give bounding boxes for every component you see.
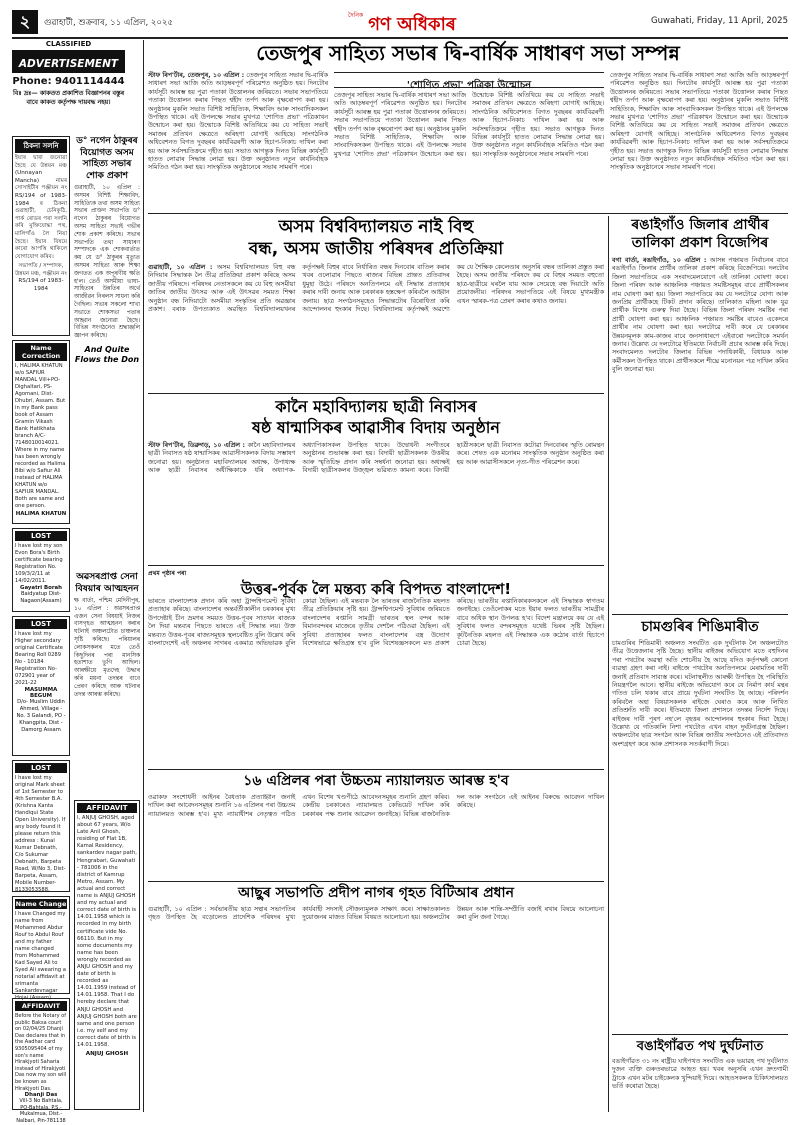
bjp-headline: ৰঙাইগাঁও জিলাৰ প্ৰাৰ্থীৰ তালিকা প্ৰকাশ বিজেপিৰ	[631, 217, 769, 251]
court-article	[148, 772, 604, 878]
chamugoria-article	[612, 618, 788, 1032]
obituary-headline: ড° নগেন ঠাকুৰৰ বিয়োগত অসম সাহিত্য সভাৰ শোক প্ৰকাশ	[76, 136, 138, 181]
ad-title: Name Change	[15, 900, 67, 908]
ad-affidavit-2	[74, 800, 140, 1110]
army-article	[74, 572, 140, 796]
ad-sign: HALIMA KHATUN	[15, 511, 67, 517]
bjp-body-wrap	[612, 257, 788, 375]
ad-title: ঠিকনা সলনি	[15, 139, 67, 153]
court-headline: ১৬ এপ্ৰিলৰ পৰা উচ্চতম ন্যায়ালয়ত আৰম্ভ হ'ব	[243, 773, 509, 789]
ad-text: I have lost my original Mark sheet of 1st Semester to 4th Semester B.A. (Krishna Kanta Handiqui State Open University). If any body found it please return this address : Kunal Kumar Debnath, C/o Sukumar Debnath, Barpeta Road, W/No 3, Dist- Barpeta, Assam, Mobile Number- 8133053588.	[15, 775, 66, 893]
bangladesh-article	[148, 568, 604, 766]
page-number-box	[12, 10, 38, 34]
classified-label: CLASSIFIED	[45, 40, 92, 48]
aasu-text: গুৱাহাটী, ১০ এপ্ৰিল : সৰ্বভাৰতীয় ছাত্ৰ সন্থাৰ সভাপতিৰ গৃহত উপস্থিত হৈ বড়োলেণ্ড প্ৰাদেশিক পৰিষদৰ মুখ্য কাৰ্যবাহী সদস্যই সৌজন্যমূলক সাক্ষাৎ কৰে। সাক্ষাতকালত দুয়োজনৰ মাজত বিভিন্ন বিষয়ত আলোচনা হয়। অঞ্চলটোৰ উন্নয়ন আৰু শান্তি-সম্প্ৰীতি বজাই ৰখাৰ বিষয়ে আলোচনা কৰা বুলি জনা গৈছে।	[148, 906, 604, 922]
hostel-headline-2: ষষ্ঠ ষান্মাসিকৰ আৱাসীৰ বিদায় অনুষ্ঠান	[252, 418, 500, 437]
main-dateline: স্টাফ ৰিপ'ৰ্টাৰ, তেজপুৰ, ১০ এপ্ৰিল :	[148, 72, 245, 79]
ad-name: Gayatri Borah	[20, 585, 62, 591]
chamugoria-headline: চামগুৰিৰ শিঙিমাৰীত	[641, 619, 759, 635]
ad-name-correction	[12, 340, 70, 524]
university-article	[148, 216, 604, 390]
ad-name-change	[12, 896, 70, 1001]
army-body: ক্ষ বাৰ্তা, পশ্চিম মেদিনীপুৰ, ১০ এপ্ৰিল : অৱসৰপ্ৰাপ্ত এজন সেনা বিষয়াই নিজৰ বাসগৃহত আত্মহনন কৰাৰ ঘটনাই অঞ্চলটোত চাঞ্চল্যৰ সৃষ্টি কৰিছে। পৰিয়ালৰ লোকসকলৰ মতে তেওঁ কিছুদিনৰ পৰা মানসিক হতাশাত ভুগি আছিল। আৰক্ষীয়ে মৃতদেহ উদ্ধাৰ কৰি ময়না তদন্তৰ বাবে প্ৰেৰণ কৰিছে আৰু ঘটনাৰ তদন্ত আৰম্ভ কৰিছে।	[74, 598, 140, 698]
chamugoria-body: চামগুৰিৰ শিঙিমাৰী অঞ্চলত সংঘটিত এক দুৰ্ঘটনাক লৈ অঞ্চলটোত তীব্ৰ উত্তেজনাৰ সৃষ্টি হৈছে। স্থানীয় ৰাইজৰ অভিযোগ মতে বহুদিনৰ পৰা পথটোৰ অৱস্থা অতি শোচনীয় হৈ আছে যদিও কৰ্তৃপক্ষই কোনো ব্যৱস্থা গ্ৰহণ কৰা নাই। ৰাইজে পথটোৰ অনতিপলমে মেৰামতিৰ দাবী জনাই প্ৰতিবাদ সাব্যস্ত কৰে। ঘটনাস্থলীত আৰক্ষী উপস্থিত হৈ পৰিস্থিতি নিয়ন্ত্ৰণলৈ আনে। স্থানীয় ৰাইজে অভিযোগ কৰে যে নিৰ্মাণ কাৰ্য মন্থৰ গতিত চলি থকাৰ বাবে প্ৰায়ে দুৰ্ঘটনা সংঘটিত হৈ আছে। পৰিদৰ্শন কৰিবলৈ অহা বিষয়াসকলক ৰাইজে ঘেৰাও কৰে আৰু লিখিত প্ৰতিশ্ৰুতি দাবী কৰে। ইতিমধ্যে জিলা প্ৰশাসনে তদন্তৰ নিৰ্দেশ দিছে। ৰাইজৰ দাবী পূৰণ নহ'লে বৃহত্তৰ আন্দোলনৰ হুংকাৰ দিয়া হৈছে। উল্লেখ্য যে গতিকালি নিশা পথটোত এখন বাহন দুৰ্ঘটনাগ্ৰস্ত হৈছিল। অঞ্চলটোৰ ছাত্ৰ সংগঠন আৰু বিভিন্ন জাতীয় সংগঠনেও এই প্ৰতিবাদত অংশগ্ৰহণ কৰে আৰু প্ৰশাসনক সতৰ্কবাণী দিয়ে।	[612, 640, 788, 748]
ad-lost-2	[12, 616, 70, 756]
page-number: ২	[19, 12, 31, 31]
hostel-body	[148, 442, 604, 560]
obituary-article	[74, 136, 140, 568]
masthead-logo	[312, 10, 492, 36]
ad-sign: সভাপতি / সম্পাদক, উন্নয়ন মঞ্চ, পঞ্জীয়ন নং RS/194 of 1983-1984	[15, 263, 67, 292]
obituary-body: গুৱাহাটী, ১০ এপ্ৰিল : অসমৰ বিশিষ্ট শিক্ষাবিদ, সাহিত্যিক তথা অসম সাহিত্য সভাৰ প্ৰাক্তন সভাপতি ড° নগেন ঠাকুৰৰ বিয়োগত অসম সাহিত্য সভাই গভীৰ শোক প্ৰকাশ কৰিছে। সভাৰ সভাপতি তথা সাধাৰণ সম্পাদকে এক শোকবাৰ্তাত কয় যে ড° ঠাকুৰৰ মৃত্যুত অসমৰ সাহিত্য আৰু শিক্ষা জগতত এক অপূৰণীয় ক্ষতি হ'ল। তেওঁ অসমীয়া ভাষা-সাহিত্যৰ উন্নতিৰ অৰ্থে আজীৱন নিৰলস সাধনা কৰি গৈছিল। সভাৰ সকলো শাখা সভাতে শোকসভা পতাৰ আহ্বান জনোৱা হৈছে। বিভিন্ন সংগঠনেও শ্ৰদ্ধাঞ্জলি জ্ঞাপন কৰিছে।	[74, 185, 140, 340]
main-headline: তেজপুৰ সাহিত্য সভাৰ দ্বি-বাৰ্ষিক সাধাৰণ সভা সম্পন্ন	[256, 41, 680, 65]
logo-small: দৈনিক	[348, 12, 364, 19]
ad-addr: D/o- Muslim Uddin Ahmed, Village - No. 3 Galandi, PO - Khangpita, Dist - Damorg Assam	[16, 699, 66, 733]
university-headline-2: বন্ধ, অসম জাতীয় পৰিষদৰ প্ৰতিক্ৰিয়া	[248, 239, 504, 259]
ad-title: LOST	[15, 619, 67, 629]
hostel-dateline: স্টাফ ৰিপ'ৰ্টাৰ, ডিব্ৰুগড়, ১০ এপ্ৰিল :	[148, 442, 246, 449]
aasu-body	[148, 906, 604, 1106]
page-header	[12, 10, 788, 36]
ad-text: I, ANJUJ GHOSH, aged about 67 years, W/o Late Anil Ghosh, residing of Flat 1B, Kamal Residency, sankardev nagar path, Hengrabari, Guwahati - 781006 in the district of Kamrup Metro, Assam. My actual and correct name is ANJUJ GHOSH and my actual and correct date of birth is 14.01.1958 which is recorded in my birth certificate vide No. 66110. But in my some documents my name has been wrongly recorded as ANJU GHOSH and my date of birth is recorded as 14.01.1959 instead of 14.01.1958. That I do hereby declare that ANJU GHOSH and ANJUJ GHOSH both are same and one person i.e. my self and my correct date of birth is 14.01.1958.	[77, 815, 137, 1048]
classified-phone: Phone: 9401114444	[12, 76, 125, 87]
ad-name: MASUMMA BEGUM	[24, 687, 58, 699]
bjp-dateline: বগা বাৰ্তা, ৰঙাইগাঁও, ১০ এপ্ৰিল :	[612, 257, 707, 264]
university-dateline: গুৱাহাটী, ১০ এপ্ৰিল :	[148, 264, 213, 271]
ad-sign: Dhanji Das	[24, 1092, 58, 1099]
date-right: Guwahati, Friday, 11 April, 2025	[651, 16, 788, 26]
continued-tag: প্ৰথম পৃষ্ঠাৰ পৰা	[148, 570, 187, 577]
main-body-continued-2: তেজপুৰ সাহিত্য সভাৰ দ্বি-বাৰ্ষিক সাধাৰণ সভা আজি অতি আড়ম্বৰপূৰ্ণ পৰিৱেশত অনুষ্ঠিত হয়। দিনটোৰ কাৰ্যসূচী আৰম্ভ হয় পুৱা পতাকা উত্তোলনৰ জৰিয়তে। সভাৰ সভাপতিয়ে পতাকা উত্তোলন কৰাৰ পিছত শ্বহীদ তৰ্পণ আৰু বৃক্ষৰোপণ কৰা হয়। অনুষ্ঠানৰ মুকলি সভাত বিশিষ্ট সাহিত্যিক, শিক্ষাবিদ আৰু সাংবাদিকসকল উপস্থিত থাকে। এই উপলক্ষে সভাৰ মুখপত্ৰ 'শোণিত প্ৰভা' পত্ৰিকাখন উন্মোচন কৰা হয়। উন্মোচক বিশিষ্ট অতিথিয়ে কয় যে সাহিত্য সভাই সমাজৰ প্ৰতিখন ক্ষেত্ৰতে অৰিহণা যোগাই আহিছে। সাংগঠনিক অধিবেশনত বিগত দুবছৰৰ কাৰ্যবিৱৰণী আৰু হিচাপ-নিকাচ দাখিল কৰা হয় আৰু সৰ্বসন্মতিক্ৰমে গৃহীত হয়। সভাত আগন্তুক দিনত বিভিন্ন কাৰ্যসূচী হাতত লোৱাৰ সিদ্ধান্ত লোৱা হয়। উক্ত অনুষ্ঠানত নতুন কাৰ্যনিৰ্বাহক সমিতিও গঠন কৰা হয়। সাংস্কৃতিক অনুষ্ঠানেৰে সভাৰ সামৰণি পৰে।	[610, 72, 788, 172]
court-body	[148, 794, 604, 878]
ad-text: I have lost my Higher secondary original Certificate Bearing Roll 0289 No - 10184 Registration No- 072901 year of 2021-22	[15, 631, 63, 686]
main-article	[148, 40, 788, 210]
ad-title: LOST	[15, 531, 67, 541]
university-body	[148, 264, 604, 390]
main-subhead-box	[334, 72, 604, 91]
ad-lost-3	[12, 760, 70, 892]
university-text: অসম বিশ্ববিদ্যালয়ত বিহু বন্ধ নিদিয়াৰ সিদ্ধান্তক লৈ তীব্ৰ প্ৰতিক্ৰিয়া প্ৰকাশ কৰিছে অসম জাতীয় পৰিষদে। পৰিষদৰ নেতাসকলে কয় যে বিহু অসমীয়া জাতিৰ জাতীয় উৎসৱ আৰু এই উৎসৱৰ সময়ত শিক্ষা অনুষ্ঠান বন্ধ নিদিয়াটো অসমীয়া সংস্কৃতিৰ প্ৰতি অৱজ্ঞাৰ প্ৰকাশ। বৰাক উপত্যকাত অৱস্থিত বিশ্ববিদ্যালয়খনৰ কৰ্তৃপক্ষই বিহুৰ বাবে নিৰ্ধাৰিত বন্ধৰ দিনবোৰ বাতিল কৰাৰ খবৰ ওলোৱাৰ পিছতে ৰাজ্যৰ বিভিন্ন প্ৰান্তত প্ৰতিবাদৰ ধুমুহা উঠে। পৰিষদে অনতিপলমে এই সিদ্ধান্ত প্ৰত্যাহাৰ কৰাৰ দাবী জনায় আৰু চৰকাৰক হস্তক্ষেপ কৰিবলৈ আহ্বান জনায়। ছাত্ৰ সংগঠনসমূহেও সিদ্ধান্তটোৰ বিৰোধিতা কৰি আন্দোলনৰ হুংকাৰ দিছে। বিশ্ববিদ্যালয় কৰ্তৃপক্ষই অৱশ্যে কয় যে শৈক্ষিক কেলেণ্ডাৰ অনুসৰি বন্ধৰ তালিকা প্ৰস্তুত কৰা হৈছে। অসম জাতীয় পৰিষদে কয় যে বিহুৰ সময়ত বহুতো ছাত্ৰ-ছাত্ৰীয়ে ঘৰলৈ যায় আৰু সেয়েহে বন্ধ দিয়াটো অতি প্ৰয়োজনীয়। পৰিষদৰ সভাপতিয়ে এই বিষয়ে মুখ্যমন্ত্ৰীক এখন স্মাৰক-পত্ৰ প্ৰেৰণ কৰাৰ কথাও জনায়।	[148, 264, 604, 314]
classified-divider	[143, 40, 144, 1112]
main-body-right	[610, 72, 788, 210]
date-left: গুৱাহাটী, শুক্ৰবাৰ, ১১ এপ্ৰিল, ২০২৫	[44, 18, 173, 28]
main-subhead: 'শোণিত প্ৰভা' পত্ৰিকা উন্মোচন	[406, 80, 532, 91]
main-body-mid	[334, 92, 604, 210]
bangladesh-headline: উত্তৰ-পূৰ্বক লৈ মন্তব্য কৰি বিপদত বাংলাদেশ!	[240, 580, 512, 598]
army-headline: অৱসৰপ্ৰাপ্ত সেনা বিষয়াৰ আত্মহনন	[75, 572, 139, 594]
bjp-text: আসন্ন পঞ্চায়ত নিৰ্বাচনৰ বাবে ৰঙাইগাঁও জিলাৰ প্ৰাৰ্থীৰ তালিকা প্ৰকাশ কৰিছে বিজেপিয়ে। দলটোৰ জিলা সভাপতিয়ে এক সংবাদমেলযোগে এই তালিকা ঘোষণা কৰে। জিলা পৰিষদ আৰু আঞ্চলিক পঞ্চায়ত সমষ্টিসমূহৰ বাবে প্ৰাৰ্থীসকলৰ নাম ঘোষণা কৰা হয়। জিলা সভাপতিয়ে কয় যে দলটোৱে যোগ্য আৰু জনপ্ৰিয় প্ৰাৰ্থীকহে টিকট প্ৰদান কৰিছে। তালিকাত মহিলা আৰু যুৱ প্ৰাৰ্থীক বিশেষ গুৰুত্ব দিয়া হৈছে। বিভিন্ন জিলা পৰিষদ সমষ্টিৰ পৰা প্ৰাৰ্থী ঘোষণা কৰা হয়। আঞ্চলিক পঞ্চায়ত সমষ্টিৰ বাবেও একেদৰে প্ৰাৰ্থীৰ নাম ঘোষণা কৰা হয়। দলটোৱে দাবী কৰে যে চৰকাৰৰ উন্নয়নমূলক কাম-কাজৰ বাবে জনসাধাৰণে এইবাৰো দলটোকে সমৰ্থন জনাব। উল্লেখ্য যে দলটোৱে ইতিমধ্যে নিৰ্বাচনী প্ৰচাৰ আৰম্ভ কৰি দিছে। সংবাদমেলত দলটোৰ জিলাৰ বিভিন্ন পদাধিকাৰী, বিধায়ক আৰু কৰ্মীসকল উপস্থিত থাকে। প্ৰাৰ্থীসকলে শীঘ্ৰে মনোনয়ন পত্ৰ দাখিল কৰিব বুলি জনোৱা হয়।	[612, 257, 788, 374]
ad-sign: ANJUJ GHOSH	[85, 1051, 129, 1058]
hostel-text: কানৈ মহাবিদ্যালয়ৰ ছাত্ৰী নিবাসত ষষ্ঠ ষান্মাসিকৰ আৱাসীসকলক বিদায় সম্ভাষণ জনোৱা হয়। অনুষ্ঠানত মহাবিদ্যালয়ৰ অধ্যক্ষ, উপাধ্যক্ষ আৰু ছাত্ৰী নিবাসৰ অধীক্ষিকাকে ধৰি অধ্যাপক-অধ্যাপিকাসকল উপস্থিত থাকে। উদ্বোধনী সংগীতৰে অনুষ্ঠানৰ শুভাৰম্ভ কৰা হয়। বিদায়ী ছাত্ৰীসকলক উত্তৰীয় আৰু স্মৃতিচিহ্ন প্ৰদান কৰি সম্বৰ্ধনা জনোৱা হয়। অধ্যক্ষই বিদায়ী ছাত্ৰীসকলৰ উজ্জ্বল ভৱিষ্যত কামনা কৰে। বিদায়ী ছাত্ৰীসকলে ছাত্ৰী নিবাসত কটোৱা দিনবোৰৰ স্মৃতি ৰোমন্থন কৰে। শেষত এক মনোৰম সাংস্কৃতিক অনুষ্ঠান অনুষ্ঠিত কৰা হয় আৰু আৱাসীসকলে নৃত্য-গীত পৰিৱেশন কৰে।	[148, 442, 604, 475]
main-body-left	[148, 72, 328, 210]
aasu-headline: আছুৰ সভাপতি প্ৰদীপ নাগৰ গৃহত বিটিআৰ প্ৰধান	[238, 885, 514, 901]
ad-text: I, HALIMA KHATUN w/o SAFIUR MANDAL Vill+PO- Dighaltari, PS- Agomani, Dist- Dhubri, Assam. But in my Bank pass book of Assam Gramin Vikash Bank Hatikhata branch A/C-7148010014021. Where in my name has been wrongly recorded as Halima Bibi w/o Safiur Ali instead of HALIMA KHATUN w/o SAFIUR MANDAL. Both are same and one person.	[15, 363, 66, 509]
classified-title-bar	[12, 50, 125, 73]
ad-addr: Vill-3 No Bahtala, PO-Bahtala, P.S.-Mukalmua, Dist.-Nalbari, Pin-781138	[16, 1098, 66, 1124]
logo-main: গণ অধিকাৰ	[368, 14, 456, 35]
classified-title: ADVERTISEMENT	[18, 58, 119, 70]
main-body-continued: তেজপুৰ সাহিত্য সভাৰ দ্বি-বাৰ্ষিক সাধাৰণ সভা আজি অতি আড়ম্বৰপূৰ্ণ পৰিৱেশত অনুষ্ঠিত হয়। দিনটোৰ কাৰ্যসূচী আৰম্ভ হয় পুৱা পতাকা উত্তোলনৰ জৰিয়তে। সভাৰ সভাপতিয়ে পতাকা উত্তোলন কৰাৰ পিছত শ্বহীদ তৰ্পণ আৰু বৃক্ষৰোপণ কৰা হয়। অনুষ্ঠানৰ মুকলি সভাত বিশিষ্ট সাহিত্যিক, শিক্ষাবিদ আৰু সাংবাদিকসকল উপস্থিত থাকে। এই উপলক্ষে সভাৰ মুখপত্ৰ 'শোণিত প্ৰভা' পত্ৰিকাখন উন্মোচন কৰা হয়। উন্মোচক বিশিষ্ট অতিথিয়ে কয় যে সাহিত্য সভাই সমাজৰ প্ৰতিখন ক্ষেত্ৰতে অৰিহণা যোগাই আহিছে। সাংগঠনিক অধিবেশনত বিগত দুবছৰৰ কাৰ্যবিৱৰণী আৰু হিচাপ-নিকাচ দাখিল কৰা হয় আৰু সৰ্বসন্মতিক্ৰমে গৃহীত হয়। সভাত আগন্তুক দিনত বিভিন্ন কাৰ্যসূচী হাতত লোৱাৰ সিদ্ধান্ত লোৱা হয়। উক্ত অনুষ্ঠানত নতুন কাৰ্যনিৰ্বাহক সমিতিও গঠন কৰা হয়। সাংস্কৃতিক অনুষ্ঠানেৰে সভাৰ সামৰণি পৰে।	[334, 92, 604, 158]
bongaigaon-body: বঙাইগাঁৱত ৩১ নং ৰাষ্ট্ৰীয় ঘাইপথত সংঘটিত এক ভয়াৱহ পথ দুৰ্ঘটনাত দুজন ব্যক্তি গুৰুতৰভাৱে আহত হয়। খবৰ অনুসৰি এখন দ্ৰুতগামী ট্ৰাকে এখন মটৰ চাইকেলক খুন্দিয়াই দিয়ে। আহতসকলক চিকিৎসালয়ত ভৰ্তি কৰোৱা হৈছে।	[612, 1058, 788, 1091]
bjp-article	[612, 216, 788, 612]
aasu-article	[148, 884, 604, 1110]
ad-affidavit-1	[12, 998, 70, 1124]
ad-text: Before the Notary of public Baksa court on 02/04/25 Dhanji Das declares that in the Aadhar card 9305095404 of my son's name Hirakjyoti Saharia instead of Hirakjyoti Das now my son will be known as Hirakjyoti Das.	[15, 1013, 67, 1092]
university-headline-1: অসম বিশ্ববিদ্যালয়ত নাই বিহু	[278, 217, 474, 237]
bongaigaon-headline: বঙাইগাঁৱত পথ দুৰ্ঘটনাত	[636, 1039, 764, 1054]
bangladesh-body	[148, 598, 604, 764]
ad-text: ইয়াৰ দ্বাৰা জনোৱা হৈছে যে উন্নয়ন মঞ্চ (Unnayan Mancha) নামৰ সোসাইটীৰ পঞ্জীয়ন নং RS/194 of 1983-1984 ৰ ঠিকনা গুৱাহাটী, চেনিকুঠি, পাৰ্ক ৰোডৰ পৰা সলনি কৰি মুক্তিযোদ্ধা পথ, মালিগাঁও লৈ নিয়া হৈছে। ইয়াৰ বিষয়ে কাৰো আপত্তি থাকিলে যোগাযোগ কৰিব।	[15, 155, 67, 260]
court-text: ওৱাকফ সংশোধনী আইনৰ বৈধতাক প্ৰত্যাহ্বান জনাই দাখিল কৰা আবেদনসমূহৰ শুনানি ১৬ এপ্ৰিলৰ পৰা উচ্চতম ন্যায়ালয়ত আৰম্ভ হ'ব। মুখ্য ন্যায়াধীশৰ নেতৃত্বত গঠিত এখন বিশেষ খণ্ডপীঠে আবেদনসমূহৰ শুনানি গ্ৰহণ কৰিব। কেন্দ্ৰীয় চৰকাৰেও ন্যায়ালয়ত কেভিয়েট দাখিল কৰি চৰকাৰৰ পক্ষ শুনাৰ আৱেদন জনাইছে। বিভিন্ন ৰাজনৈতিক দল আৰু সংগঠনে এই আইনৰ বিৰুদ্ধে আবেদন দাখিল কৰিছে।	[148, 794, 604, 818]
ad-text: I have Changed my name from Mohammed Abdur Rouf to Abdul Rouf and my father name changed from Mohammed Kad Sayed Ali to Syed Ali swearing a notarial affidavit at srimanta Sankardevnagar Hojai (Assam)	[15, 911, 66, 1001]
ad-title: LOST	[15, 763, 67, 773]
ad-title: AFFIDAVIT	[15, 1001, 67, 1011]
ad-lost-1	[12, 528, 70, 612]
ad-title: Name Correction	[15, 343, 67, 361]
ad-title: AFFIDAVIT	[77, 803, 137, 813]
hostel-headline-1: কানৈ মহাবিদ্যালয় ছাত্ৰী নিবাসৰ	[275, 397, 477, 416]
main-body: তেজপুৰ সাহিত্য সভাৰ দ্বি-বাৰ্ষিক সাধাৰণ সভা আজি অতি আড়ম্বৰপূৰ্ণ পৰিৱেশত অনুষ্ঠিত হয়। দিনটোৰ কাৰ্যসূচী আৰম্ভ হয় পুৱা পতাকা উত্তোলনৰ জৰিয়তে। সভাৰ সভাপতিয়ে পতাকা উত্তোলন কৰাৰ পিছত শ্বহীদ তৰ্পণ আৰু বৃক্ষৰোপণ কৰা হয়। অনুষ্ঠানৰ মুকলি সভাত বিশিষ্ট সাহিত্যিক, শিক্ষাবিদ আৰু সাংবাদিকসকল উপস্থিত থাকে। এই উপলক্ষে সভাৰ মুখপত্ৰ 'শোণিত প্ৰভা' পত্ৰিকাখন উন্মোচন কৰা হয়। উন্মোচক বিশিষ্ট অতিথিয়ে কয় যে সাহিত্য সভাই সমাজৰ প্ৰতিখন ক্ষেত্ৰতে অৰিহণা যোগাই আহিছে। সাংগঠনিক অধিবেশনত বিগত দুবছৰৰ কাৰ্যবিৱৰণী আৰু হিচাপ-নিকাচ দাখিল কৰা হয় আৰু সৰ্বসন্মতিক্ৰমে গৃহীত হয়। সভাত আগন্তুক দিনত বিভিন্ন কাৰ্যসূচী হাতত লোৱাৰ সিদ্ধান্ত লোৱা হয়। উক্ত অনুষ্ঠানত নতুন কাৰ্যনিৰ্বাহক সমিতিও গঠন কৰা হয়। সাংস্কৃতিক অনুষ্ঠানেৰে সভাৰ সামৰণি পৰে।	[148, 72, 328, 172]
bangladesh-text: ভাৰতে বাংলাদেশক প্ৰদান কৰি অহা ট্ৰান্সশ্বিপমেণ্ট সুবিধা প্ৰত্যাহাৰ কৰিছে। বাংলাদেশৰ অন্তৰ্বৰ্তীকালীন চৰকাৰৰ মুখ্য উপদেষ্টাই চীন ভ্ৰমণৰ সময়ত উত্তৰ-পূবৰ সাতখন ৰাজ্যক লৈ দিয়া মন্তব্যৰ পিছতে ভাৰতে এই সিদ্ধান্ত লয়। উক্ত মন্তব্যত উত্তৰ-পূবৰ ৰাজ্যসমূহক স্থলবেষ্টিত বুলি উল্লেখ কৰি বাংলাদেশেই এই অঞ্চলৰ সাগৰৰ একমাত্ৰ অভিভাৱক বুলি কোৱা হৈছিল। এই মন্তব্যক লৈ ভাৰতৰ ৰাজনৈতিক মহলত তীব্ৰ প্ৰতিক্ৰিয়াৰ সৃষ্টি হয়। ট্ৰান্সশ্বিপমেণ্ট সুবিধাৰ জৰিয়তে বাংলাদেশৰ ৰপ্তানি সামগ্ৰী ভাৰতৰ স্থল বন্দৰ আৰু বিমানবন্দৰৰ মাজেৰে তৃতীয় দেশলৈ পঠিওৱা হৈছিল। এই সুবিধা প্ৰত্যাহাৰৰ ফলত বাংলাদেশৰ বস্ত্ৰ উদ্যোগ বিশেষভাৱে ক্ষতিগ্ৰস্ত হ'ব বুলি বিশেষজ্ঞসকলে মত প্ৰকাশ কৰিছে। ভাৰতীয় ৰপ্তানিকাৰকসকলে এই সিদ্ধান্তক স্বাগতম জনাইছে। তেওঁলোকৰ মতে ইয়াৰ ফলত ভাৰতীয় সামগ্ৰীৰ বাবে অধিক স্থান উপলব্ধ হ'ব। বিদেশ মন্ত্ৰালয়ে কয় যে এই সুবিধাৰ ফলত বন্দৰসমূহত যথেষ্ট ভিৰৰ সৃষ্টি হৈছিল। কূটনৈতিক মহলত এই সিদ্ধান্তক এক কঠোৰ বাৰ্তা হিচাপে চোৱা হৈছে।	[148, 598, 604, 648]
ad-addr: Baidyatup Dist-Nagaon(Assam)	[20, 591, 62, 604]
ad-text: I have lost my son Evon Bora's Birth certificate bearing Registration No. 109/3/2/11 at 14/02/2011.	[15, 543, 63, 584]
classified-note: বিঃ দ্ৰঃ— কাকতত প্ৰকাশিত বিজ্ঞাপনৰ বস্তুৰ বাবে কাকত কৰ্তৃপক্ষ দায়বদ্ধ নহয়।	[12, 90, 125, 106]
hostel-article	[148, 396, 604, 562]
header-rule	[12, 37, 788, 39]
ad-address-change	[12, 136, 70, 336]
bongaigaon-article	[612, 1038, 788, 1110]
obituary-quote: And Quite Flows the Don	[74, 344, 140, 364]
classified-header	[12, 40, 125, 134]
